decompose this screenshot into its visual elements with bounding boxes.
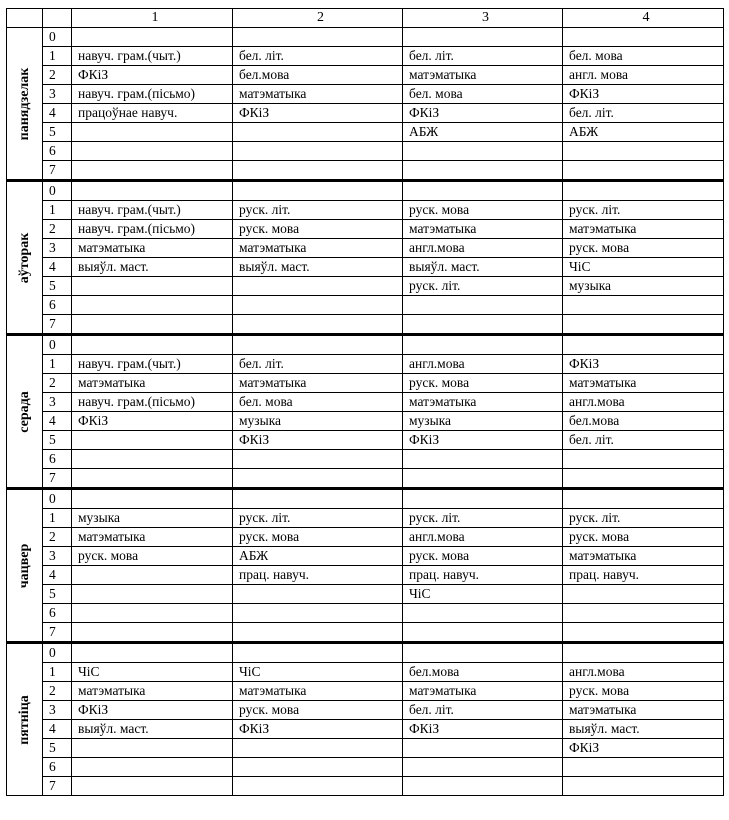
lesson-cell xyxy=(233,161,403,181)
lesson-cell: ЧіС xyxy=(233,663,403,682)
lesson-cell: руск. літ. xyxy=(233,509,403,528)
header-row xyxy=(7,9,724,28)
day-label-cell xyxy=(7,489,43,643)
lesson-cell: АБЖ xyxy=(233,547,403,566)
lesson-cell: матэматыка xyxy=(563,220,724,239)
lesson-cell xyxy=(72,296,233,315)
lesson-cell xyxy=(72,643,233,663)
table-row xyxy=(7,66,724,85)
lesson-cell: ФКіЗ xyxy=(233,104,403,123)
lesson-cell: бел. літ. xyxy=(233,47,403,66)
lesson-cell: руск. мова xyxy=(233,701,403,720)
lesson-cell xyxy=(233,489,403,509)
lesson-cell xyxy=(233,758,403,777)
table-row xyxy=(7,161,724,181)
lesson-cell xyxy=(563,181,724,201)
lesson-cell xyxy=(403,604,563,623)
lesson-cell: руск. мова xyxy=(403,547,563,566)
lesson-cell: бел.мова xyxy=(403,663,563,682)
lesson-cell xyxy=(72,123,233,142)
column-header-1: 1 xyxy=(72,9,233,28)
lesson-cell: ФКіЗ xyxy=(233,720,403,739)
lesson-cell xyxy=(403,489,563,509)
lesson-number: 3 xyxy=(43,239,72,258)
lesson-number: 4 xyxy=(43,412,72,431)
lesson-cell: ЧіС xyxy=(403,585,563,604)
lesson-number: 4 xyxy=(43,566,72,585)
lesson-cell xyxy=(403,623,563,643)
table-row xyxy=(7,85,724,104)
lesson-cell: бел. літ. xyxy=(403,47,563,66)
lesson-cell: бел. мова xyxy=(563,47,724,66)
lesson-cell: ФКіЗ xyxy=(72,701,233,720)
table-row xyxy=(7,604,724,623)
lesson-cell xyxy=(72,758,233,777)
table-row xyxy=(7,142,724,161)
table-row xyxy=(7,469,724,489)
lesson-cell: руск. літ. xyxy=(563,201,724,220)
table-row xyxy=(7,701,724,720)
lesson-cell xyxy=(72,335,233,355)
lesson-cell xyxy=(72,739,233,758)
lesson-number: 4 xyxy=(43,258,72,277)
lesson-number: 1 xyxy=(43,47,72,66)
lesson-cell: бел. літ. xyxy=(403,701,563,720)
lesson-cell: выяўл. маст. xyxy=(233,258,403,277)
lesson-number: 0 xyxy=(43,489,72,509)
lesson-cell xyxy=(233,739,403,758)
lesson-cell xyxy=(72,585,233,604)
lesson-number: 0 xyxy=(43,335,72,355)
table-row xyxy=(7,181,724,201)
lesson-cell: матэматыка xyxy=(563,547,724,566)
lesson-cell xyxy=(72,777,233,796)
lesson-cell: ФКіЗ xyxy=(403,431,563,450)
table-row xyxy=(7,643,724,663)
lesson-cell: руск. мова xyxy=(233,220,403,239)
lesson-cell xyxy=(563,161,724,181)
lesson-cell: руск. літ. xyxy=(563,509,724,528)
lesson-cell: руск. мова xyxy=(563,239,724,258)
lesson-cell: бел. літ. xyxy=(233,355,403,374)
lesson-cell xyxy=(563,315,724,335)
lesson-cell xyxy=(563,758,724,777)
lesson-cell: бел.мова xyxy=(563,412,724,431)
lesson-number: 0 xyxy=(43,643,72,663)
table-row xyxy=(7,623,724,643)
table-row xyxy=(7,393,724,412)
lesson-cell: англ.мова xyxy=(403,239,563,258)
lesson-cell: ЧіС xyxy=(563,258,724,277)
lesson-cell xyxy=(403,469,563,489)
lesson-cell xyxy=(563,777,724,796)
lesson-cell: навуч. грам.(чыт.) xyxy=(72,47,233,66)
lesson-cell: матэматыка xyxy=(233,374,403,393)
lesson-cell xyxy=(72,142,233,161)
lesson-number: 3 xyxy=(43,701,72,720)
lesson-cell xyxy=(563,585,724,604)
day-label-cell xyxy=(7,643,43,796)
lesson-number: 7 xyxy=(43,777,72,796)
table-row xyxy=(7,239,724,258)
lesson-number: 3 xyxy=(43,85,72,104)
column-header-4: 4 xyxy=(563,9,724,28)
lesson-cell xyxy=(72,604,233,623)
lesson-number: 6 xyxy=(43,758,72,777)
table-row xyxy=(7,758,724,777)
lesson-number: 5 xyxy=(43,431,72,450)
lesson-cell xyxy=(72,28,233,47)
lesson-cell: навуч. грам.(пісьмо) xyxy=(72,85,233,104)
lesson-cell xyxy=(403,739,563,758)
lesson-cell: ФКіЗ xyxy=(403,720,563,739)
lesson-cell xyxy=(233,277,403,296)
lesson-number: 1 xyxy=(43,355,72,374)
lesson-cell xyxy=(72,450,233,469)
lesson-number: 2 xyxy=(43,66,72,85)
table-row xyxy=(7,720,724,739)
lesson-number: 2 xyxy=(43,220,72,239)
table-row xyxy=(7,104,724,123)
lesson-number: 6 xyxy=(43,142,72,161)
lesson-cell xyxy=(233,335,403,355)
lesson-cell xyxy=(563,604,724,623)
lesson-cell: матэматыка xyxy=(403,220,563,239)
lesson-cell: матэматыка xyxy=(563,374,724,393)
lesson-cell: навуч. грам.(пісьмо) xyxy=(72,393,233,412)
table-row xyxy=(7,431,724,450)
table-row xyxy=(7,547,724,566)
lesson-number: 6 xyxy=(43,604,72,623)
table-row xyxy=(7,585,724,604)
lesson-cell: руск. літ. xyxy=(233,201,403,220)
day-label: чацвер xyxy=(16,543,32,588)
lesson-cell: матэматыка xyxy=(563,701,724,720)
lesson-cell xyxy=(563,450,724,469)
lesson-cell: руск. мова xyxy=(403,201,563,220)
day-label: панядзелак xyxy=(16,67,32,140)
lesson-cell: англ.мова xyxy=(563,393,724,412)
lesson-cell xyxy=(403,161,563,181)
lesson-cell: матэматыка xyxy=(72,682,233,701)
lesson-cell: матэматыка xyxy=(403,66,563,85)
day-label-cell xyxy=(7,335,43,489)
lesson-cell xyxy=(72,469,233,489)
table-row xyxy=(7,355,724,374)
lesson-cell xyxy=(403,296,563,315)
table-row xyxy=(7,47,724,66)
lesson-cell xyxy=(403,142,563,161)
table-row xyxy=(7,201,724,220)
lesson-cell: матэматыка xyxy=(72,374,233,393)
day-label-cell xyxy=(7,181,43,335)
table-row xyxy=(7,528,724,547)
timetable xyxy=(6,8,724,796)
header-blank-num xyxy=(43,9,72,28)
table-row xyxy=(7,489,724,509)
lesson-cell: працоўнае навуч. xyxy=(72,104,233,123)
lesson-cell xyxy=(403,643,563,663)
lesson-number: 2 xyxy=(43,528,72,547)
table-row xyxy=(7,315,724,335)
lesson-cell: матэматыка xyxy=(72,528,233,547)
lesson-cell xyxy=(72,161,233,181)
day-label-cell xyxy=(7,28,43,181)
table-row xyxy=(7,277,724,296)
lesson-cell: руск. мова xyxy=(563,682,724,701)
lesson-cell: англ.мова xyxy=(563,663,724,682)
lesson-cell xyxy=(233,28,403,47)
lesson-cell: бел. мова xyxy=(233,393,403,412)
lesson-cell xyxy=(72,431,233,450)
table-row xyxy=(7,123,724,142)
lesson-cell: бел. літ. xyxy=(563,431,724,450)
lesson-number: 1 xyxy=(43,509,72,528)
lesson-cell: выяўл. маст. xyxy=(563,720,724,739)
lesson-cell: бел. літ. xyxy=(563,104,724,123)
lesson-cell xyxy=(563,643,724,663)
lesson-number: 0 xyxy=(43,181,72,201)
lesson-cell xyxy=(233,181,403,201)
lesson-number: 1 xyxy=(43,663,72,682)
table-row xyxy=(7,28,724,47)
lesson-cell: руск. мова xyxy=(72,547,233,566)
lesson-cell xyxy=(233,315,403,335)
lesson-cell xyxy=(563,296,724,315)
lesson-cell: матэматыка xyxy=(233,682,403,701)
table-row xyxy=(7,739,724,758)
table-row xyxy=(7,412,724,431)
table-row xyxy=(7,258,724,277)
lesson-cell xyxy=(403,450,563,469)
lesson-cell: навуч. грам.(чыт.) xyxy=(72,355,233,374)
table-row xyxy=(7,663,724,682)
lesson-cell: ФКіЗ xyxy=(233,431,403,450)
lesson-cell: англ. мова xyxy=(563,66,724,85)
lesson-cell xyxy=(233,123,403,142)
lesson-cell: бел.мова xyxy=(233,66,403,85)
table-row xyxy=(7,682,724,701)
lesson-cell: выяўл. маст. xyxy=(403,258,563,277)
lesson-number: 4 xyxy=(43,104,72,123)
lesson-cell xyxy=(563,335,724,355)
lesson-cell xyxy=(233,585,403,604)
column-header-3: 3 xyxy=(403,9,563,28)
day-label: аўторак xyxy=(16,232,32,283)
lesson-cell xyxy=(233,142,403,161)
lesson-cell xyxy=(403,181,563,201)
lesson-cell xyxy=(72,277,233,296)
lesson-number: 1 xyxy=(43,201,72,220)
lesson-cell xyxy=(233,296,403,315)
lesson-number: 2 xyxy=(43,682,72,701)
lesson-cell xyxy=(403,315,563,335)
table-row xyxy=(7,374,724,393)
lesson-cell: матэматыка xyxy=(233,239,403,258)
lesson-cell xyxy=(72,489,233,509)
lesson-cell: руск. літ. xyxy=(403,277,563,296)
table-row xyxy=(7,335,724,355)
lesson-cell xyxy=(233,623,403,643)
table-row xyxy=(7,450,724,469)
lesson-number: 0 xyxy=(43,28,72,47)
lesson-cell xyxy=(233,469,403,489)
lesson-cell xyxy=(403,758,563,777)
lesson-cell xyxy=(563,489,724,509)
lesson-cell: ФКіЗ xyxy=(403,104,563,123)
lesson-cell: музыка xyxy=(403,412,563,431)
lesson-number: 7 xyxy=(43,161,72,181)
lesson-cell: руск. мова xyxy=(563,528,724,547)
lesson-number: 7 xyxy=(43,623,72,643)
lesson-number: 3 xyxy=(43,547,72,566)
lesson-cell: ФКіЗ xyxy=(563,739,724,758)
table-row xyxy=(7,509,724,528)
column-header-2: 2 xyxy=(233,9,403,28)
lesson-cell: бел. мова xyxy=(403,85,563,104)
lesson-cell: руск. мова xyxy=(233,528,403,547)
lesson-cell xyxy=(233,643,403,663)
lesson-cell: выяўл. маст. xyxy=(72,720,233,739)
lesson-cell: матэматыка xyxy=(72,239,233,258)
lesson-cell: прац. навуч. xyxy=(233,566,403,585)
lesson-cell xyxy=(72,181,233,201)
lesson-cell xyxy=(233,450,403,469)
lesson-cell: музыка xyxy=(563,277,724,296)
lesson-cell: матэматыка xyxy=(403,682,563,701)
lesson-cell: ФКіЗ xyxy=(563,85,724,104)
lesson-cell: музыка xyxy=(233,412,403,431)
lesson-cell: навуч. грам.(пісьмо) xyxy=(72,220,233,239)
lesson-number: 5 xyxy=(43,277,72,296)
lesson-cell xyxy=(403,335,563,355)
lesson-number: 4 xyxy=(43,720,72,739)
lesson-cell: матэматыка xyxy=(403,393,563,412)
table-row xyxy=(7,296,724,315)
lesson-cell: АБЖ xyxy=(403,123,563,142)
lesson-cell: прац. навуч. xyxy=(563,566,724,585)
table-row xyxy=(7,777,724,796)
lesson-cell: ФКіЗ xyxy=(72,66,233,85)
lesson-cell: ЧіС xyxy=(72,663,233,682)
lesson-number: 3 xyxy=(43,393,72,412)
lesson-cell xyxy=(233,777,403,796)
lesson-number: 2 xyxy=(43,374,72,393)
lesson-cell: матэматыка xyxy=(233,85,403,104)
lesson-cell xyxy=(563,142,724,161)
table-row xyxy=(7,566,724,585)
day-label: пятніца xyxy=(16,694,32,745)
lesson-cell: АБЖ xyxy=(563,123,724,142)
lesson-cell xyxy=(233,604,403,623)
lesson-cell xyxy=(72,566,233,585)
lesson-cell: музыка xyxy=(72,509,233,528)
lesson-cell xyxy=(403,28,563,47)
lesson-cell: англ.мова xyxy=(403,355,563,374)
lesson-cell xyxy=(563,28,724,47)
lesson-cell xyxy=(72,623,233,643)
lesson-cell: выяўл. маст. xyxy=(72,258,233,277)
lesson-number: 7 xyxy=(43,469,72,489)
lesson-cell xyxy=(563,469,724,489)
lesson-number: 5 xyxy=(43,585,72,604)
lesson-cell: руск. мова xyxy=(403,374,563,393)
lesson-cell: англ.мова xyxy=(403,528,563,547)
lesson-cell xyxy=(403,777,563,796)
lesson-number: 5 xyxy=(43,739,72,758)
lesson-number: 6 xyxy=(43,450,72,469)
lesson-cell xyxy=(563,623,724,643)
table-row xyxy=(7,220,724,239)
lesson-cell xyxy=(72,315,233,335)
lesson-cell: ФКіЗ xyxy=(72,412,233,431)
lesson-cell: руск. літ. xyxy=(403,509,563,528)
lesson-number: 7 xyxy=(43,315,72,335)
lesson-number: 6 xyxy=(43,296,72,315)
lesson-cell: прац. навуч. xyxy=(403,566,563,585)
lesson-cell: навуч. грам.(чыт.) xyxy=(72,201,233,220)
header-blank-day xyxy=(7,9,43,28)
lesson-number: 5 xyxy=(43,123,72,142)
day-label: серада xyxy=(16,390,32,433)
lesson-cell: ФКіЗ xyxy=(563,355,724,374)
